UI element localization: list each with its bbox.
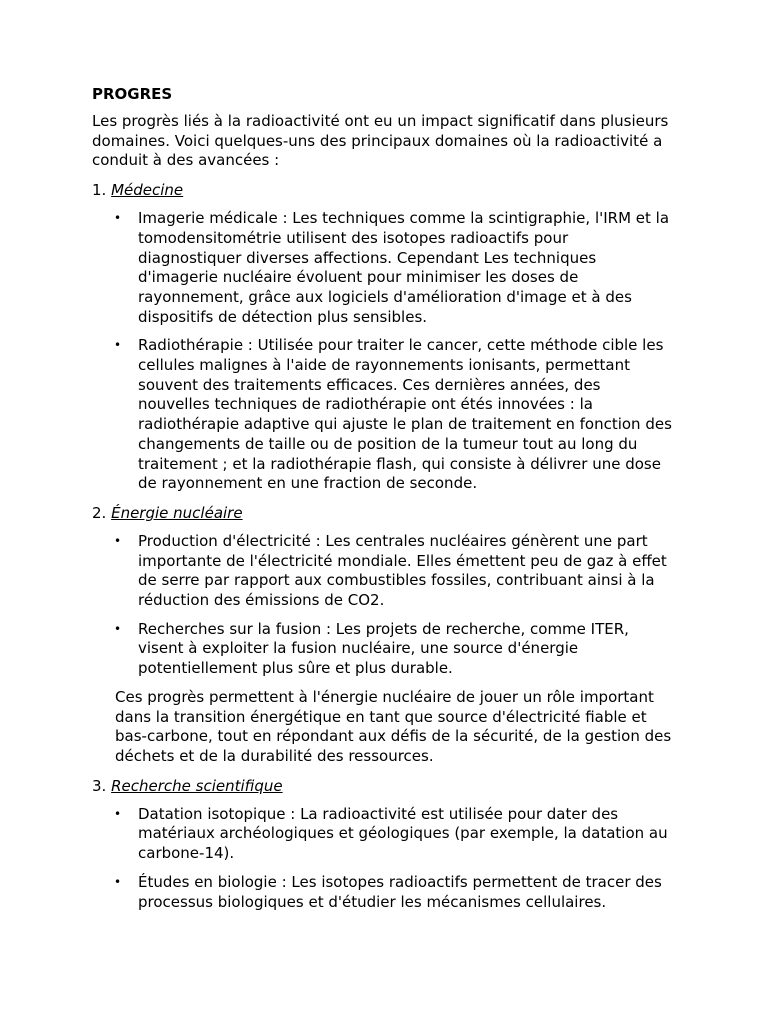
intro-paragraph: Les progrès liés à la radioactivité ont eu un impact significatif dans plusieurs domaines. Voici quelques-uns des principaux domaines où la radioactivité a conduit à des avancées : [92, 112, 669, 170]
list-item [114, 209, 672, 327]
bullet-icon: • [114, 806, 122, 821]
section-heading-medecine [92, 180, 672, 200]
bullet-icon: • [114, 211, 122, 226]
section-title: Médecine [111, 181, 184, 200]
section-number: 3. [92, 776, 112, 795]
bullet-icon: • [114, 533, 122, 548]
document-title: PROGRES [92, 85, 173, 103]
section-heading-energie [92, 503, 672, 523]
list-item [114, 336, 672, 494]
list-item-text: Radiothérapie : Utilisée pour traiter le cancer, cette méthode cible les cellules malignes à l'aide de rayonnements ionisants, permettant souvent des traitements efficaces. Ces dernières années, des nouvelles techniques de radiothérapie ont étés innovées : la radiothérapie adaptive qui ajuste le plan de traitement en fonction des changements de taille ou de position de la tumeur tout au long du traitement ; et la radiothérapie flash, qui consiste à délivrer une dose de rayonnement en une fraction de seconde. [138, 336, 672, 493]
bullet-list-medecine [92, 209, 672, 494]
list-item [114, 531, 672, 611]
bullet-list-recherche [92, 805, 672, 913]
bullet-icon: • [114, 338, 122, 353]
section-title: Énergie nucléaire [111, 503, 243, 522]
list-item [114, 619, 672, 679]
list-item-text: Recherches sur la fusion : Les projets de recherche, comme ITER, visent à exploiter la fusion nucléaire, une source d'énergie potentiellement plus sûre et plus durable. [138, 619, 629, 678]
bullet-icon: • [114, 874, 122, 889]
list-item-text: Études en biologie : Les isotopes radioactifs permettent de tracer des processus biologiques et d'étudier les mécanismes cellulaires. [138, 872, 662, 911]
list-item [114, 872, 672, 912]
section-number: 1. [92, 181, 112, 200]
bullet-icon: • [114, 621, 122, 636]
section-number: 2. [92, 503, 112, 522]
bullet-list-energie [92, 532, 672, 679]
section-heading-recherche [92, 776, 672, 796]
list-item-text: Datation isotopique : La radioactivité est utilisée pour dater des matériaux archéologiques et géologiques (par exemple, la datation au carbone-14). [138, 804, 668, 863]
section-title: Recherche scientifique [111, 776, 283, 795]
list-item-text: Imagerie médicale : Les techniques comme la scintigraphie, l'IRM et la tomodensitométrie utilisent des isotopes radioactifs pour diagnostiquer diverses affections. Cependant Les techniques d'imagerie nucléaire évoluent pour minimiser les doses de rayonnement, grâce aux logiciels d'amélioration d'image et à des dispositifs de détection plus sensibles. [138, 209, 670, 326]
energie-note-paragraph: Ces progrès permettent à l'énergie nucléaire de jouer un rôle important dans la transition énergétique en tant que source d'électricité fiable et bas-carbone, tout en répondant aux défis de la sécurité, de la gestion des déchets et de la durabilité des ressources. [115, 687, 672, 765]
list-item [114, 804, 672, 864]
list-item-text: Production d'électricité : Les centrales nucléaires génèrent une part importante de l'électricité mondiale. Elles émettent peu de gaz à effet de serre par rapport aux combustibles fossiles, contribuant ainsi à la réduction des émissions de CO2. [138, 531, 667, 610]
